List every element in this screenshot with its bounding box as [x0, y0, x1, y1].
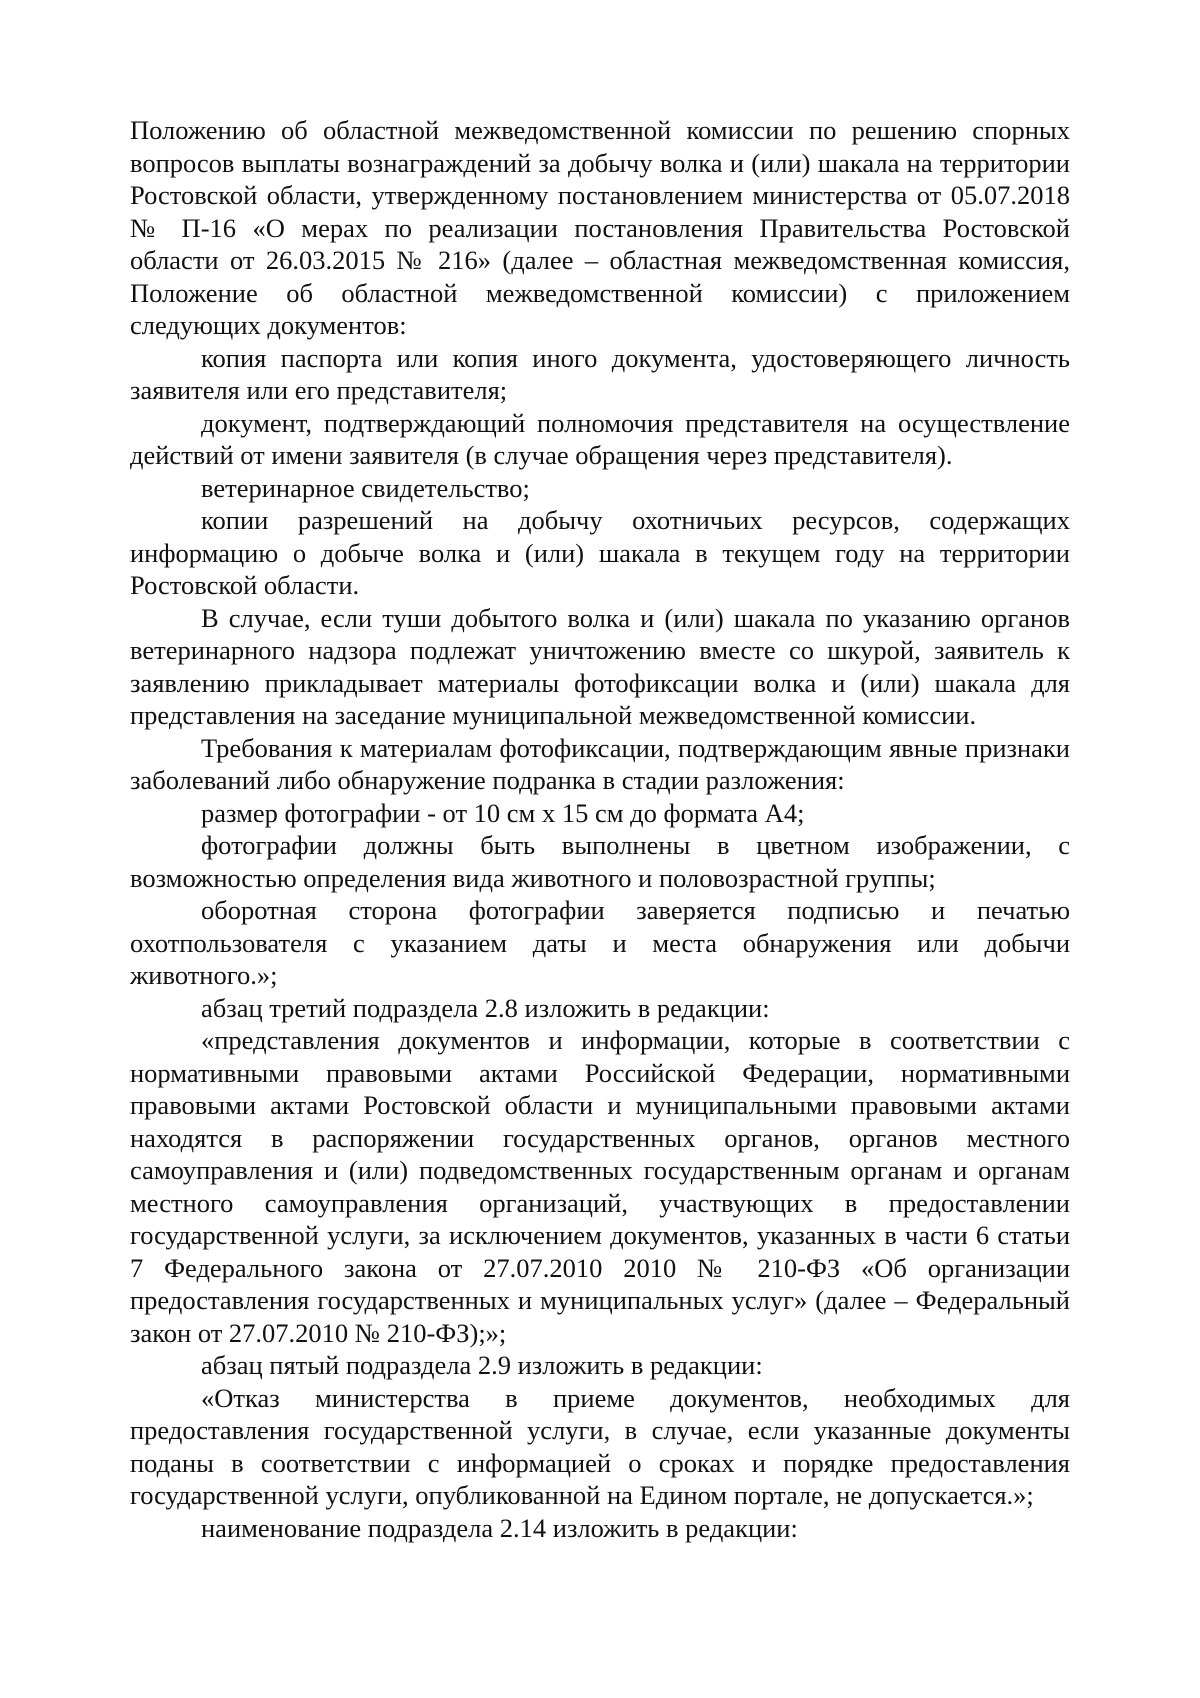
paragraph-subsection-2-14-heading: наименование подраздела 2.14 изложить в редакции:: [201, 1512, 798, 1543]
paragraph-photo-reverse-side: оборотная сторона фотографии заверяется подписью и печатью охотпользователя с указанием даты и места обнаружения или добычи животного.»;: [130, 895, 1070, 990]
document-page: [130, 114, 1070, 1544]
paragraph-veterinary-certificate: ветеринарное свидетельство;: [201, 472, 530, 503]
paragraph-carcass-destruction: В случае, если туши добытого волка и (или) шакала по указанию органов ветеринарного надзора подлежат уничтожению вместе со шкурой, заявитель к заявлению прикладывает материалы фотофиксации волка и (или) шакала для представления на заседание муниципальной межведомственной комиссии.: [130, 602, 1070, 730]
paragraph-subsection-2-9-text: «Отказ министерства в приеме документов, необходимых для предоставления государственной услуги, в случае, если указанные документы поданы в соответствии с информацией о сроках и порядке предоставления государственной услуги, опубликованной на Едином портале, не допускается.»;: [130, 1382, 1070, 1510]
paragraph-subsection-2-8-text: «представления документов и информации, которые в соответствии с нормативными правовыми актами Российской Федерации, нормативными правовыми актами Ростовской области и муниципальными правовыми актами находятся в распоряжении государственных органов, органов местного самоуправления и (или) подведомственных государственным органам и органам местного самоуправления организаций, участвующих в предоставлении государственной услуги, за исключением документов, указанных в части 6 статьи 7 Федерального закона от 27.07.2010 2010 № 210-ФЗ «Об организации предоставления государственных и муниципальных услуг» (далее – Федеральный закон от 27.07.2010 № 210-ФЗ);»;: [130, 1025, 1070, 1348]
paragraph-subsection-2-8-heading: абзац третий подраздела 2.8 изложить в редакции:: [201, 992, 770, 1023]
paragraph-passport-copy: копия паспорта или копия иного документа, удостоверяющего личность заявителя или его представителя;: [130, 342, 1070, 405]
paragraph-representative-document: документ, подтверждающий полномочия представителя на осуществление действий от имени заявителя (в случае обращения через представителя).: [130, 407, 1070, 470]
paragraph-photo-requirements: Требования к материалам фотофиксации, подтверждающим явные признаки заболеваний либо обнаружение подранка в стадии разложения:: [130, 732, 1070, 795]
paragraph-photo-size: размер фотографии - от 10 см х 15 см до формата А4;: [201, 797, 805, 828]
paragraph-hunting-permits: копии разрешений на добычу охотничьих ресурсов, содержащих информацию о добыче волка и (или) шакала в текущем году на территории Ростовской области.: [130, 505, 1070, 600]
paragraph-commission-provision: Положению об областной межведомственной комиссии по решению спорных вопросов выплаты вознаграждений за добычу волка и (или) шакала на территории Ростовской области, утвержденному постановлением министерства от 05.07.2018 № П-16 «О мерах по реализации постановления Правительства Ростовской области от 26.03.2015 № 216» (далее – областная межведомственная комиссия, Положение об областной межведомственной комиссии) с приложением следующих документов:: [130, 115, 1070, 340]
paragraph-subsection-2-9-heading: абзац пятый подраздела 2.9 изложить в редакции:: [201, 1350, 763, 1380]
paragraph-photo-color: фотографии должны быть выполнены в цветном изображении, с возможностью определения вида животного и половозрастной группы;: [130, 830, 1070, 893]
